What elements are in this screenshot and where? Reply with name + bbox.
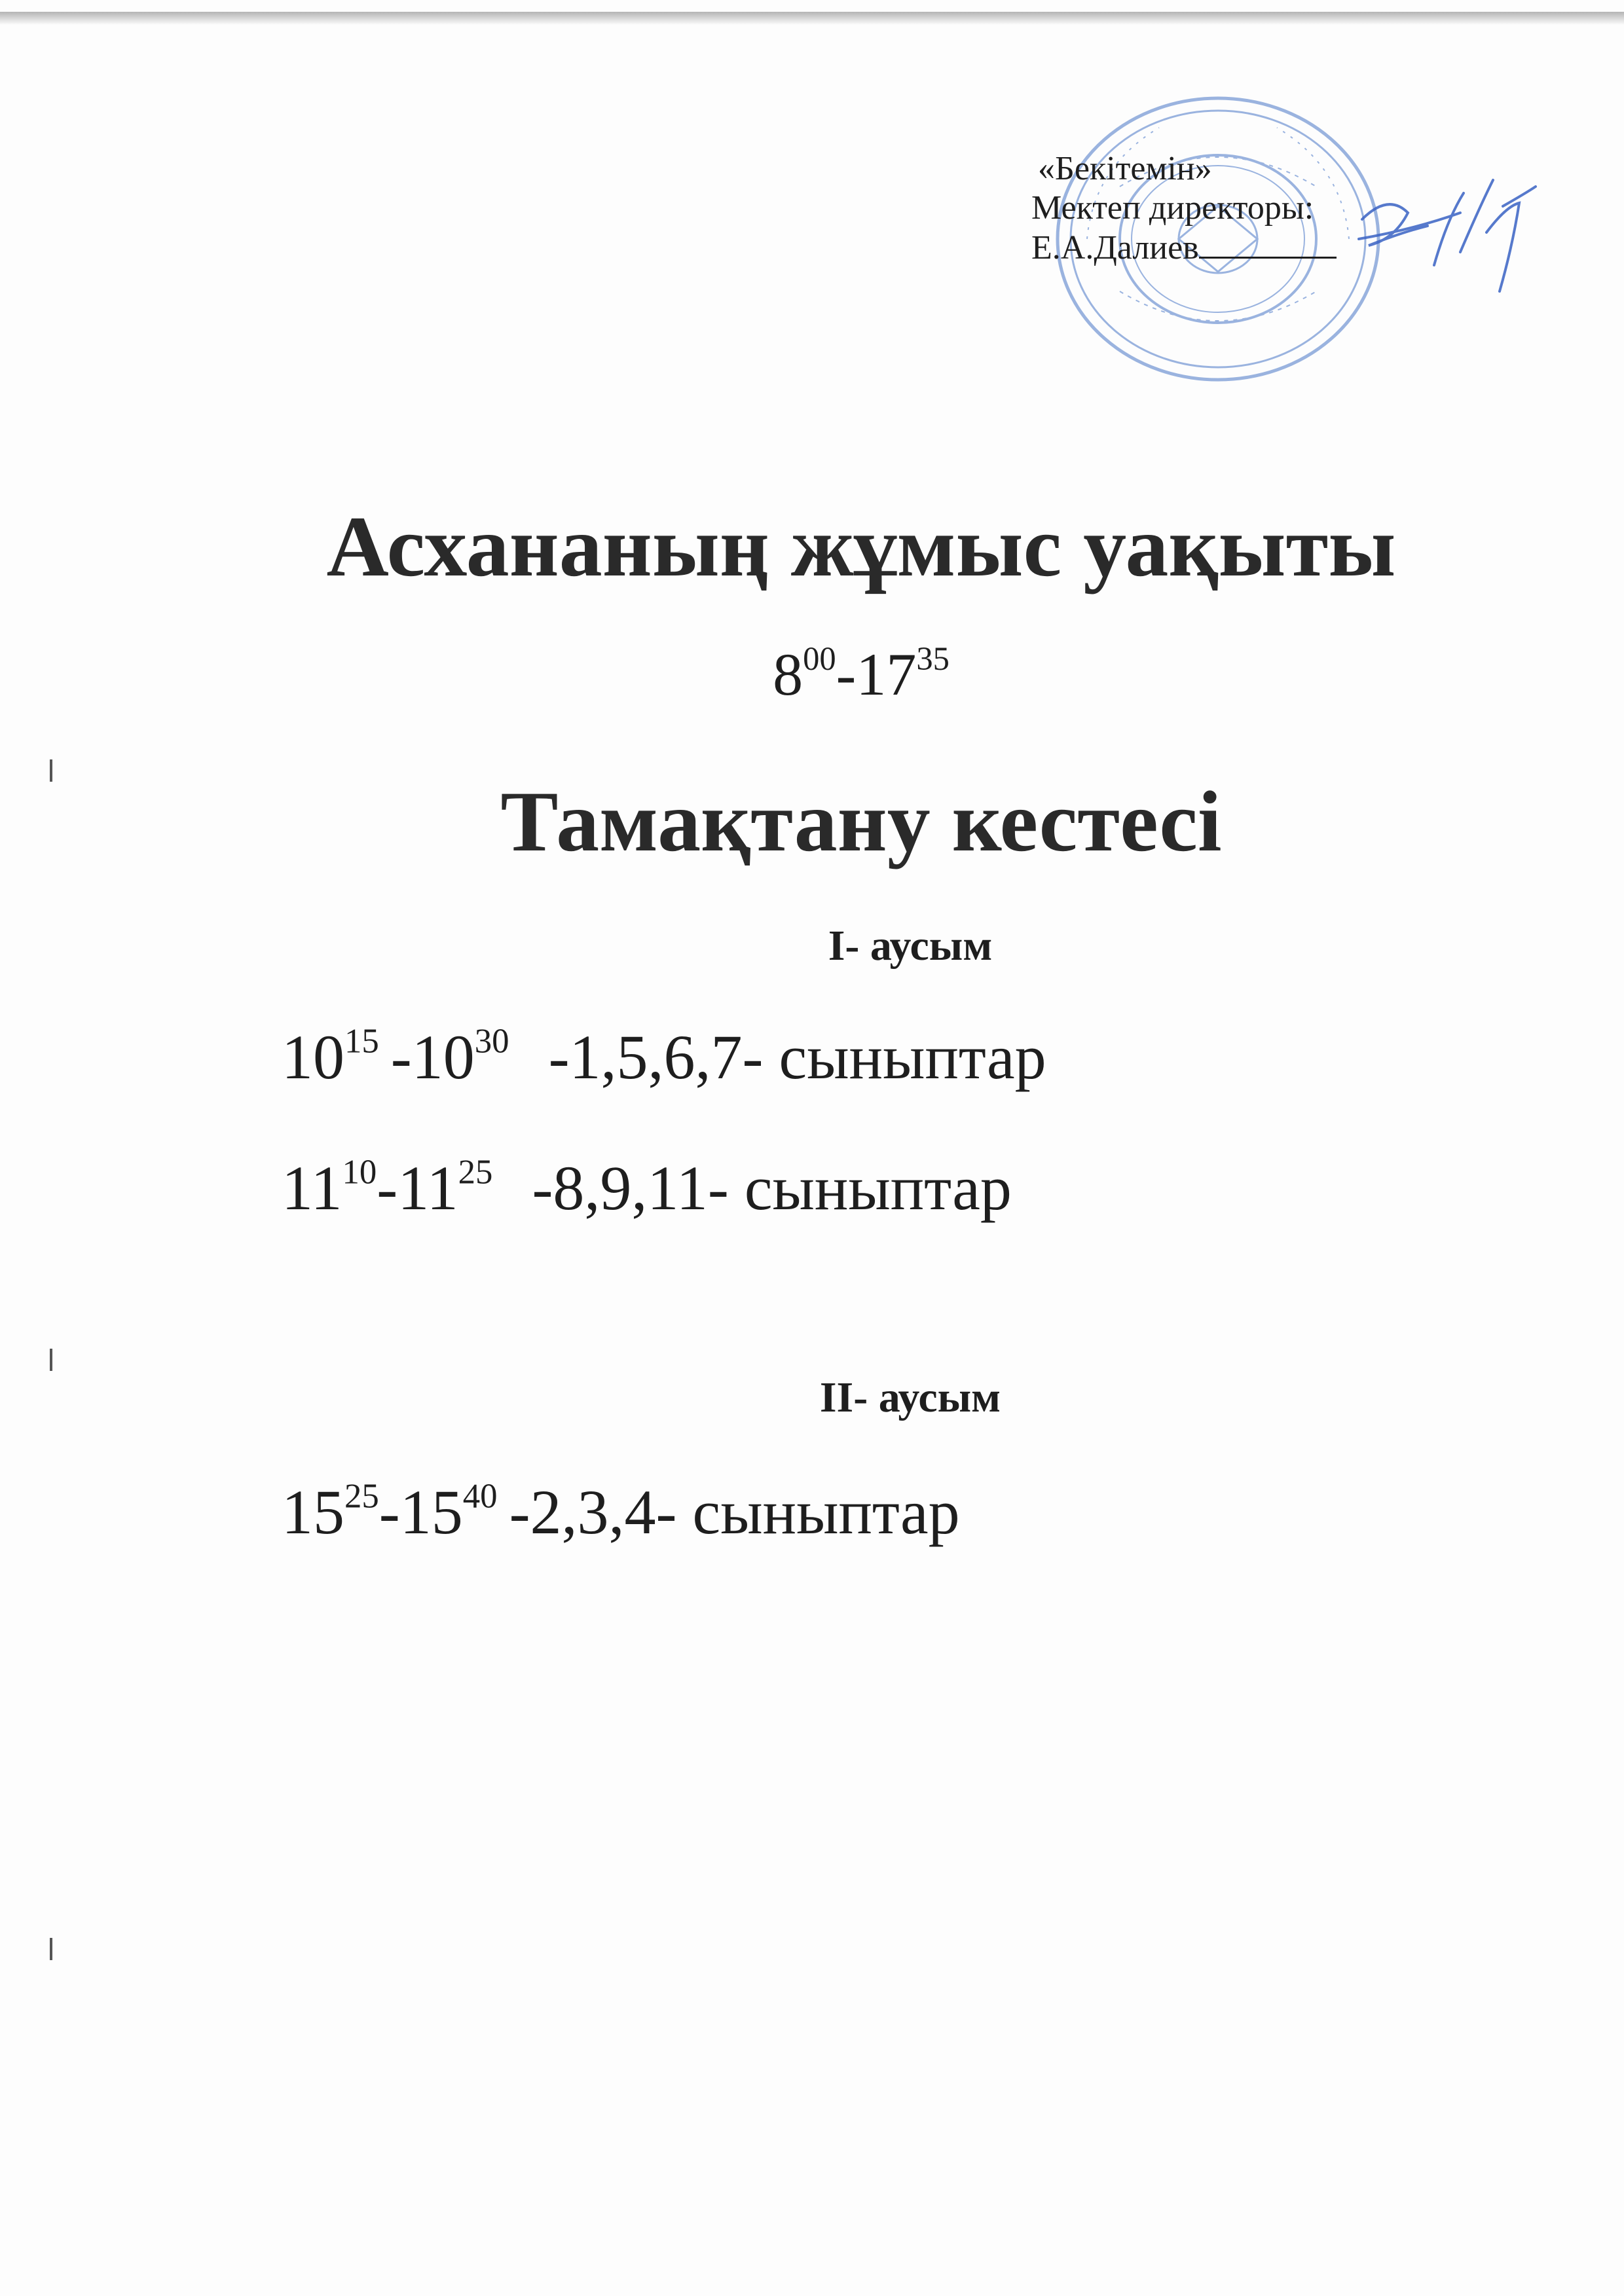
- schedule-row: $11^{10}-11^{25}$ -8,9,11- сыныптар: [282, 1153, 1012, 1223]
- signature-line: [1199, 228, 1337, 259]
- schedule-row: $10^{15}$ $-10^{30}$ -1,5,6,7- сыныптар: [282, 1022, 1046, 1092]
- scan-edge: [0, 12, 1624, 25]
- signature-icon: [1349, 167, 1545, 298]
- shift-heading: I- аусым: [828, 922, 993, 970]
- page-title: Асхананың жұмыс уақыты: [326, 498, 1396, 594]
- scan-mark: [50, 1349, 52, 1371]
- scan-mark: [50, 1938, 52, 1960]
- approval-label: «Бекітемін»: [1038, 150, 1212, 187]
- class-list: -8,9,11- сыныптар: [532, 1153, 1012, 1223]
- schedule-title: Тамақтану кестесі: [500, 773, 1222, 869]
- schedule-row: $15^{25}-15^{40}$ -2,3,4- сыныптар: [282, 1477, 960, 1547]
- approval-position: Мектеп директоры:: [1031, 189, 1314, 227]
- working-hours: $8^{00}-17^{35}$: [773, 640, 950, 708]
- class-list: -2,3,4- сыныптар: [509, 1477, 960, 1547]
- shift-heading: II- аусым: [819, 1374, 1001, 1421]
- class-list: -1,5,6,7- сыныптар: [548, 1022, 1046, 1092]
- director-name: Е.А.Далиев: [1031, 229, 1199, 266]
